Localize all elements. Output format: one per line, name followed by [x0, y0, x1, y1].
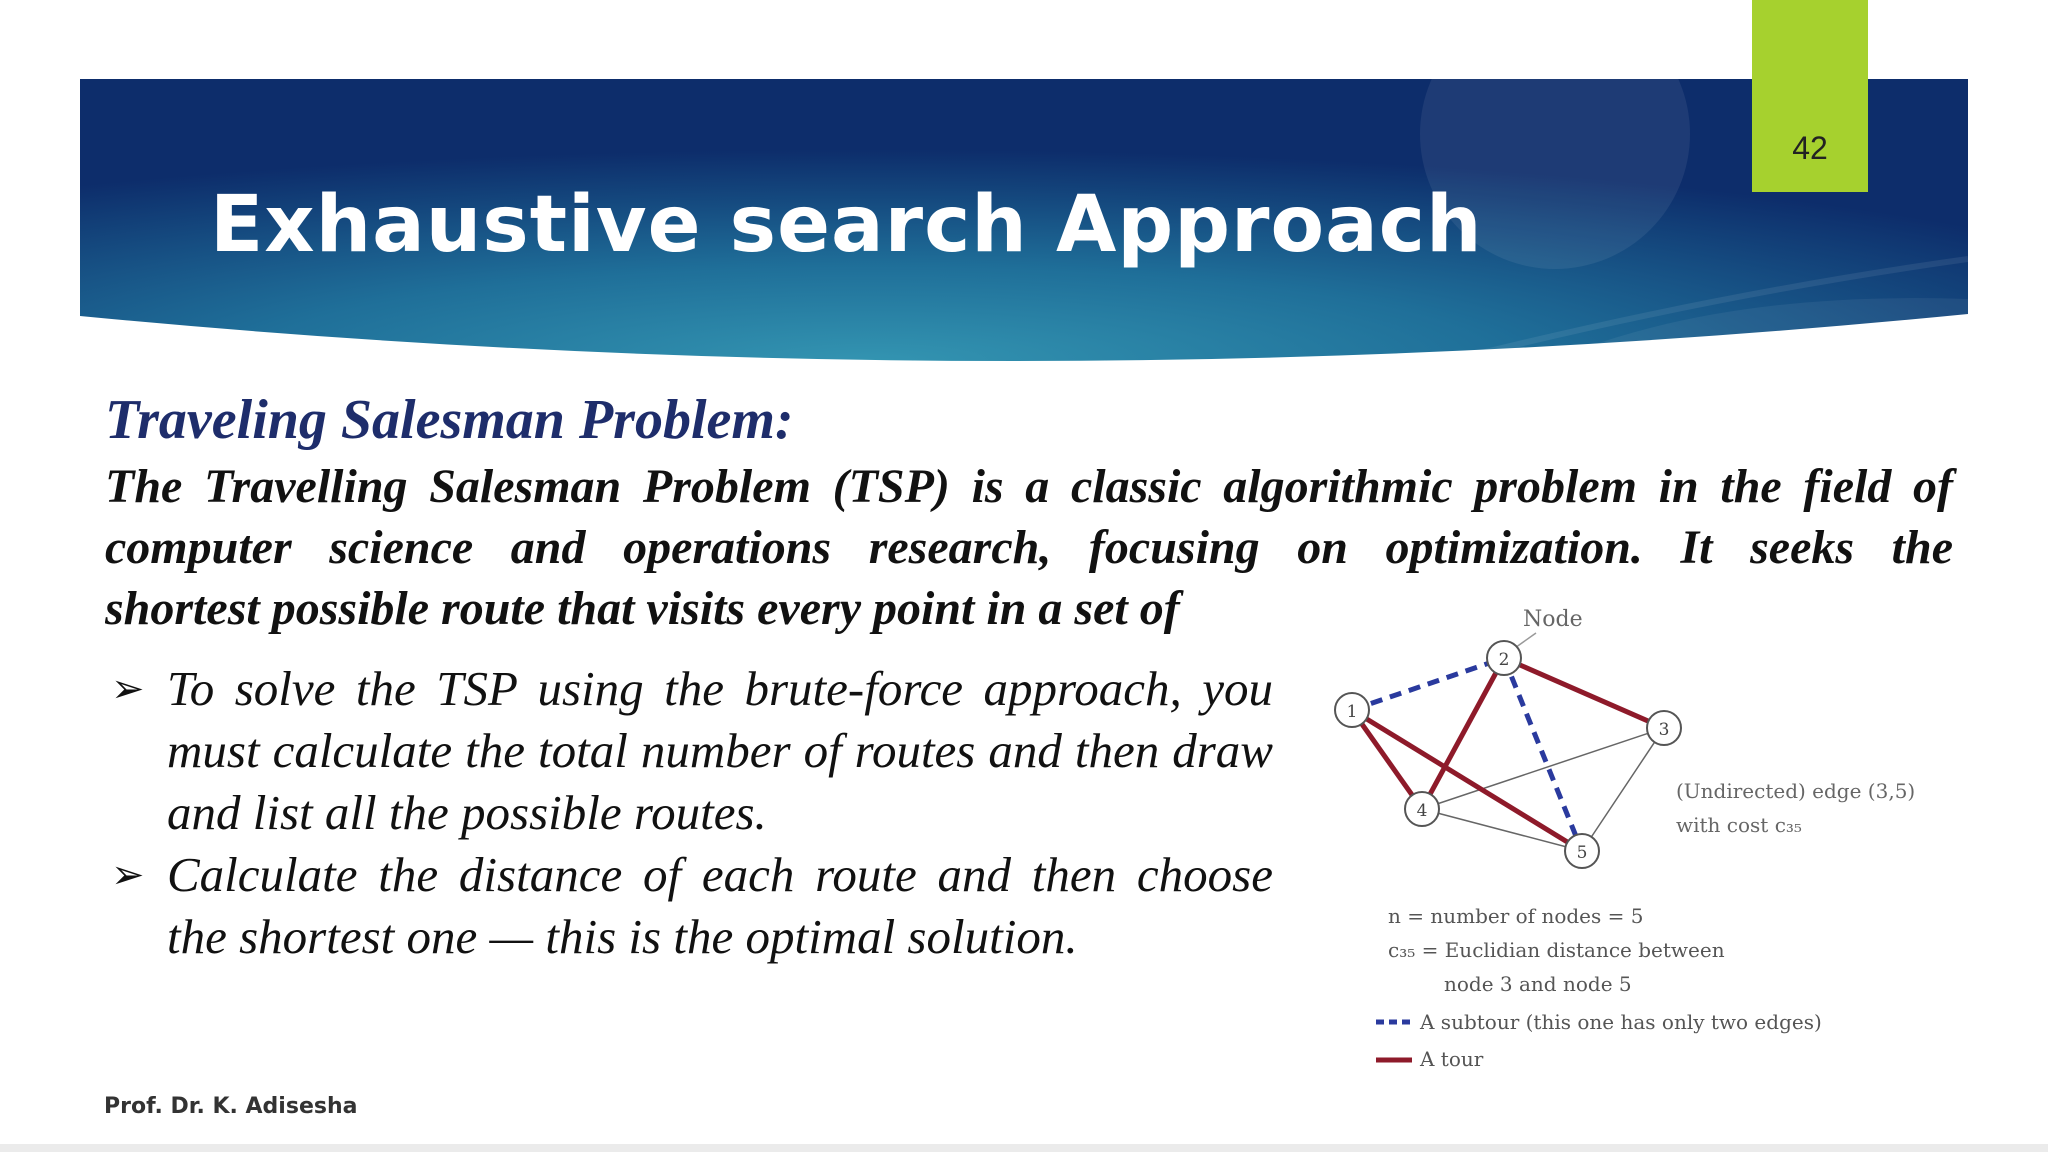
- graph-node: [1647, 711, 1681, 745]
- intro-paragraph: [105, 456, 1953, 578]
- slide-title: Exhaustive search Approach: [210, 180, 1483, 270]
- graph-node: [1487, 641, 1521, 675]
- node-number: 3: [1658, 720, 1670, 740]
- bullet-arrow-icon: ➢: [111, 852, 145, 898]
- node-label: Node: [1523, 607, 1583, 632]
- node-number: 1: [1346, 702, 1358, 722]
- node-number: 5: [1576, 843, 1588, 863]
- graph-node: [1335, 693, 1369, 727]
- legend-line: n = number of nodes = 5: [1388, 904, 1644, 928]
- legend-line: c₃₅ = Euclidian distance between: [1388, 938, 1725, 962]
- bullet-list: [105, 658, 1273, 968]
- subtour-legend-label: A subtour (this one has only two edges): [1420, 1010, 1822, 1034]
- section-heading: Traveling Salesman Problem:: [105, 389, 794, 451]
- graph-edge: [1422, 809, 1582, 851]
- intro-line-clipped: shortest possible route that visits every point in a set of: [105, 582, 1180, 635]
- legend-line: node 3 and node 5: [1444, 972, 1632, 996]
- node-number: 4: [1416, 801, 1428, 821]
- intro-line: The Travelling Salesman Problem (TSP) is a classic algorithmic problem in the field of: [105, 460, 1953, 513]
- graph-node: [1405, 792, 1439, 826]
- intro-line: computer science and operations research, focusing on optimization. It seeks the: [105, 521, 1953, 574]
- graph-node: [1565, 834, 1599, 868]
- tour-legend-label: A tour: [1420, 1047, 1484, 1071]
- bullet-arrow-icon: ➢: [111, 666, 145, 712]
- tour-edge: [1352, 710, 1422, 809]
- slide-bottom-bar: [0, 1144, 2048, 1152]
- page-number: 42: [1792, 130, 1828, 166]
- slide-footer: Prof. Dr. K. Adisesha: [104, 1094, 358, 1119]
- bullet-item: [105, 658, 1273, 844]
- bullet-item: [105, 844, 1273, 968]
- node-number: 2: [1498, 650, 1510, 670]
- tsp-graph-figure: [1330, 598, 1970, 1088]
- graph-edge: [1582, 728, 1664, 851]
- bullet-text: To solve the TSP using the brute-force approach, you must calculate the total number of routes and then draw and list all the possible routes.: [167, 661, 1273, 840]
- bullet-text: Calculate the distance of each route and then choose the shortest one — this is the optimal solution.: [167, 847, 1273, 964]
- edge-note-line: with cost c₃₅: [1676, 813, 1802, 837]
- edge-note-line: (Undirected) edge (3,5): [1676, 779, 1916, 803]
